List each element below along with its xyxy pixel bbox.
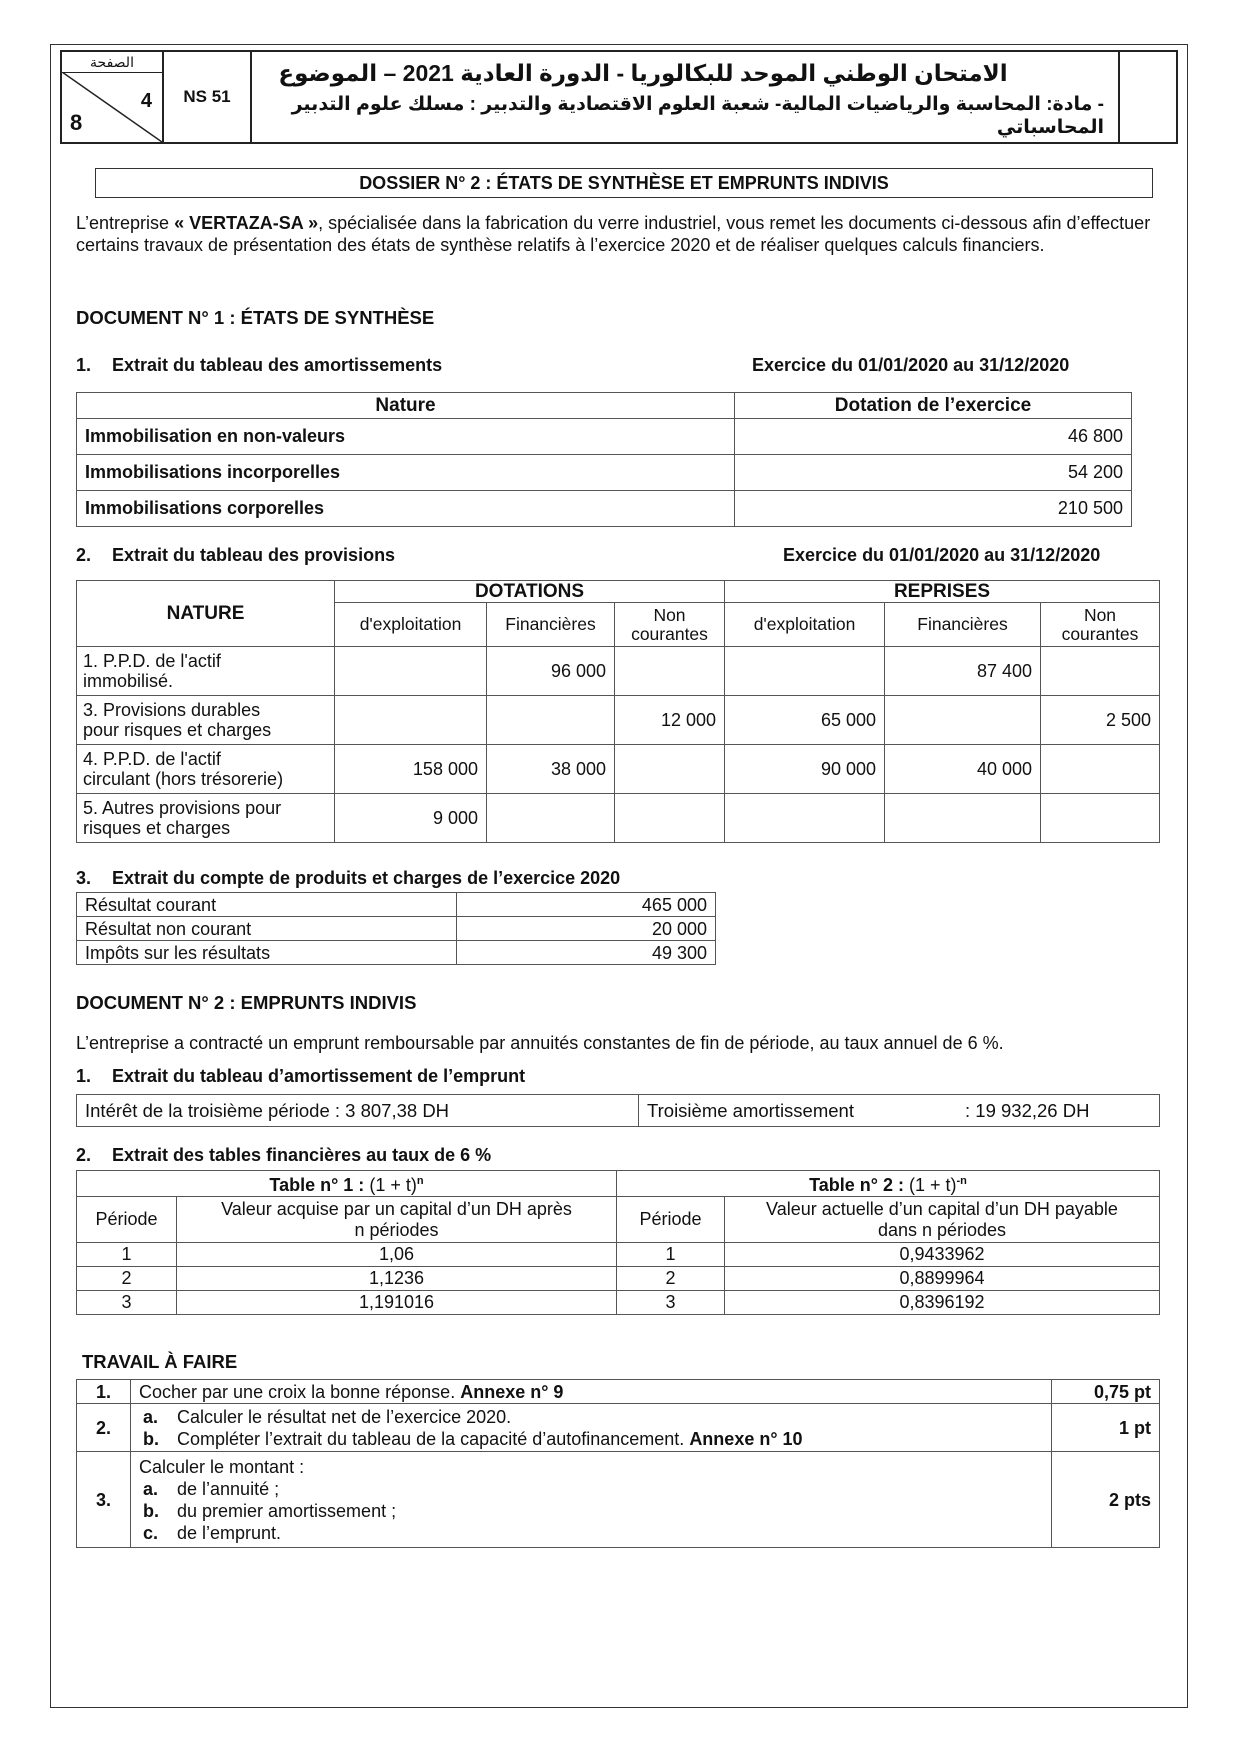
prov-label xyxy=(77,745,335,794)
courantes-label: courantes xyxy=(631,623,708,644)
prov-table xyxy=(76,580,1160,843)
doc1-title: DOCUMENT N° 1 : ÉTATS DE SYNTHÈSE xyxy=(76,307,435,328)
q2-points: 1 pt xyxy=(1052,1404,1160,1452)
cell: 158 000 xyxy=(335,745,487,794)
table-row xyxy=(77,1404,1160,1452)
cell: 1,191016 xyxy=(177,1291,617,1315)
cell: 0,8899964 xyxy=(725,1267,1160,1291)
cell: 65 000 xyxy=(725,696,885,745)
prov-label-line1: 3. Provisions durables xyxy=(83,700,261,720)
q3-points: 2 pts xyxy=(1052,1452,1160,1548)
cpc-title: Extrait du compte de produits et charges de l’exercice 2020 xyxy=(112,868,621,888)
cell xyxy=(335,696,487,745)
cpc-value: 49 300 xyxy=(457,941,716,965)
emp-table xyxy=(76,1094,1160,1127)
q1-text xyxy=(131,1380,1052,1404)
q1-label: Cocher par une croix la bonne réponse. xyxy=(139,1381,461,1402)
prov-col-reprises: REPRISES xyxy=(725,581,1160,603)
table-row xyxy=(77,1095,1160,1127)
cell: 1 xyxy=(617,1243,725,1267)
amort-label: Immobilisation en non-valeurs xyxy=(77,419,735,455)
prov-sub-non-courantes xyxy=(615,603,725,647)
cell: 38 000 xyxy=(487,745,615,794)
doc2-intro: L’entreprise a contracté un emprunt remboursable par annuités constantes de fin de période, au taux annuel de 6 %. xyxy=(76,1033,1004,1053)
cell: 96 000 xyxy=(487,647,615,696)
prov-label-line2: circulant (hors trésorerie) xyxy=(83,769,284,789)
q3-b-letter: b. xyxy=(143,1500,159,1521)
amort-title: Extrait du tableau des amortissements xyxy=(112,355,443,375)
cell xyxy=(1041,794,1160,843)
q3-a-letter: a. xyxy=(143,1478,159,1499)
non-label: Non xyxy=(653,604,686,625)
cpc-label: Résultat non courant xyxy=(77,917,457,941)
table-row xyxy=(77,794,1160,843)
q3-a-text: de l’annuité ; xyxy=(177,1478,280,1499)
cell xyxy=(885,794,1041,843)
cell xyxy=(1041,745,1160,794)
prov-label-line2: immobilisé. xyxy=(83,671,174,691)
table2-exponent: -n xyxy=(956,1175,967,1187)
emp-title: Extrait du tableau d’amortissement de l’emprunt xyxy=(112,1066,526,1086)
prov-title: Extrait du tableau des provisions xyxy=(112,545,396,565)
intro-paragraph xyxy=(76,212,1166,256)
prov-label-line1: 1. P.P.D. de l'actif xyxy=(83,651,221,671)
cell xyxy=(725,647,885,696)
cpc-label: Impôts sur les résultats xyxy=(77,941,457,965)
table1-col-periode: Période xyxy=(77,1197,177,1243)
intro-after: , spécialisée dans la fabrication du verre industriel, vous remet les documents ci-dessous afin d’effectuer certains travaux de présentation des états de synthèse relatifs à l’exercice 2020 et de réaliser quelques calculs financiers. xyxy=(76,213,1151,255)
table-row xyxy=(77,1452,1160,1548)
cell: 0,8396192 xyxy=(725,1291,1160,1315)
q1-points: 0,75 pt xyxy=(1052,1380,1160,1404)
exam-title xyxy=(252,52,1120,142)
table-row xyxy=(77,1291,1160,1315)
q2-b-annex: Annexe n° 10 xyxy=(689,1428,803,1449)
q3-c-letter: c. xyxy=(143,1522,159,1543)
prov-label-line1: 5. Autres provisions pour xyxy=(83,798,282,818)
courantes-label: courantes xyxy=(1061,623,1139,644)
table2-desc-line2: dans n périodes xyxy=(877,1219,1007,1240)
q2-text xyxy=(131,1404,1052,1452)
q3-num: 3. xyxy=(77,1452,131,1548)
fin-heading xyxy=(76,1145,491,1166)
q2-num: 2. xyxy=(77,1404,131,1452)
prov-label xyxy=(77,647,335,696)
table-row xyxy=(77,696,1160,745)
q2-a-text: Calculer le résultat net de l’exercice 2020. xyxy=(177,1406,512,1427)
amort-heading xyxy=(76,355,442,376)
amort-exercise: Exercice du 01/01/2020 au 31/12/2020 xyxy=(752,355,1070,375)
fin-title: Extrait des tables financières au taux de 6 % xyxy=(112,1145,492,1165)
fin-num: 2. xyxy=(76,1145,92,1165)
table1-col-desc xyxy=(177,1197,617,1243)
cell: 2 500 xyxy=(1041,696,1160,745)
non-label: Non xyxy=(1083,604,1117,625)
cpc-num: 3. xyxy=(76,868,92,888)
cell: 3 xyxy=(77,1291,177,1315)
table1-label: Table n° 1 : xyxy=(269,1175,365,1195)
table1-title xyxy=(77,1171,617,1197)
emp-num: 1. xyxy=(76,1066,92,1086)
table-row xyxy=(77,419,1132,455)
prov-sub-exploitation: d'exploitation xyxy=(335,603,487,647)
amort-num: 1. xyxy=(76,355,92,375)
table-row xyxy=(77,917,716,941)
fin-tables xyxy=(76,1170,1160,1315)
table-row xyxy=(77,1380,1160,1404)
table1-desc-line1: Valeur acquise par un capital d’un DH après xyxy=(221,1198,572,1219)
table2-title xyxy=(617,1171,1160,1197)
amort-table xyxy=(76,392,1132,527)
prov-sub-exploitation: d'exploitation xyxy=(725,603,885,647)
exam-title-line2: - مادة: المحاسبة والرياضيات المالية- شعبة العلوم الاقتصادية والتدبير : مسلك علوم التدبير المحاسباتي xyxy=(291,94,1104,138)
q3-c-text: de l’emprunt. xyxy=(177,1522,282,1543)
prov-label-line1: 4. P.P.D. de l'actif xyxy=(83,749,221,769)
exam-header xyxy=(60,50,1178,144)
emp-third-amort xyxy=(639,1095,1160,1127)
q3-b-text: du premier amortissement ; xyxy=(177,1500,397,1521)
travail-table xyxy=(76,1379,1160,1548)
table2-col-periode: Période xyxy=(617,1197,725,1243)
cell xyxy=(615,647,725,696)
table-row xyxy=(77,893,716,917)
table2-col-desc xyxy=(725,1197,1160,1243)
amort-label: Immobilisations incorporelles xyxy=(77,455,735,491)
emp-heading xyxy=(76,1066,525,1087)
table2-label: Table n° 2 : xyxy=(809,1175,904,1195)
cell: 1,06 xyxy=(177,1243,617,1267)
amort-value: 46 800 xyxy=(735,419,1132,455)
table1-exponent: n xyxy=(416,1175,424,1187)
intro-before: L’entreprise xyxy=(76,213,175,233)
cell: 9 000 xyxy=(335,794,487,843)
amort-value: 54 200 xyxy=(735,455,1132,491)
page-label: الصفحة xyxy=(62,52,162,73)
amort-col-dotation: Dotation de l’exercice xyxy=(735,393,1132,419)
emp-third-label: Troisième amortissement xyxy=(647,1099,854,1121)
q1-num: 1. xyxy=(77,1380,131,1404)
cpc-heading xyxy=(76,868,620,889)
prov-sub-non-courantes xyxy=(1041,603,1160,647)
prov-heading xyxy=(76,545,395,566)
page-current: 4 xyxy=(140,90,152,112)
cell: 87 400 xyxy=(885,647,1041,696)
cell xyxy=(885,696,1041,745)
cell xyxy=(615,745,725,794)
table-row xyxy=(77,1267,1160,1291)
prov-num: 2. xyxy=(76,545,92,565)
prov-label-line2: pour risques et charges xyxy=(83,720,272,740)
cell: 0,9433962 xyxy=(725,1243,1160,1267)
table2-formula: (1 + t) xyxy=(909,1175,957,1195)
cell: 40 000 xyxy=(885,745,1041,794)
table1-formula: (1 + t) xyxy=(369,1175,417,1195)
cell: 12 000 xyxy=(615,696,725,745)
amort-label: Immobilisations corporelles xyxy=(77,491,735,527)
cell xyxy=(725,794,885,843)
q3-text xyxy=(131,1452,1052,1548)
dossier-title: DOSSIER N° 2 : ÉTATS DE SYNTHÈSE ET EMPRUNTS INDIVIS xyxy=(95,168,1153,198)
cpc-value: 465 000 xyxy=(457,893,716,917)
prov-label xyxy=(77,794,335,843)
prov-label xyxy=(77,696,335,745)
cell xyxy=(487,794,615,843)
prov-col-nature: NATURE xyxy=(77,581,335,647)
cpc-value: 20 000 xyxy=(457,917,716,941)
cell xyxy=(1041,647,1160,696)
cpc-label: Résultat courant xyxy=(77,893,457,917)
cell xyxy=(335,647,487,696)
prov-sub-financieres: Financières xyxy=(885,603,1041,647)
q2-b-text: Compléter l’extrait du tableau de la capacité d’autofinancement. xyxy=(177,1428,690,1449)
cell: 3 xyxy=(617,1291,725,1315)
cell: 2 xyxy=(77,1267,177,1291)
doc2-title: DOCUMENT N° 2 : EMPRUNTS INDIVIS xyxy=(76,992,417,1013)
table-row xyxy=(77,1243,1160,1267)
table-row xyxy=(77,491,1132,527)
exam-title-line1: الامتحان الوطني الموحد للبكالوريا - الدورة العادية 2021 – الموضوع xyxy=(278,60,1008,86)
table1-desc-line2: n périodes xyxy=(354,1219,439,1240)
table-row xyxy=(77,455,1132,491)
q1-annex: Annexe n° 9 xyxy=(460,1381,564,1402)
prov-label-line2: risques et charges xyxy=(83,818,231,838)
prov-sub-financieres: Financières xyxy=(487,603,615,647)
exam-code: NS 51 xyxy=(164,52,252,142)
header-blank-cell xyxy=(1120,52,1176,142)
cell: 90 000 xyxy=(725,745,885,794)
cell: 1 xyxy=(77,1243,177,1267)
table-row xyxy=(77,941,716,965)
cell xyxy=(487,696,615,745)
q2-a-letter: a. xyxy=(143,1406,159,1427)
page-number-box xyxy=(62,52,164,142)
travail-title: TRAVAIL À FAIRE xyxy=(82,1351,238,1372)
table-row xyxy=(77,745,1160,794)
cpc-table xyxy=(76,892,716,965)
emp-interest: Intérêt de la troisième période : 3 807,38 DH xyxy=(77,1095,639,1127)
intro-company: « VERTAZA-SA » xyxy=(174,213,319,233)
cell: 1,1236 xyxy=(177,1267,617,1291)
amort-value: 210 500 xyxy=(735,491,1132,527)
q3-intro: Calculer le montant : xyxy=(139,1456,305,1477)
q2-b-letter: b. xyxy=(143,1428,159,1449)
amort-col-nature: Nature xyxy=(77,393,735,419)
cell: 2 xyxy=(617,1267,725,1291)
table-row xyxy=(77,647,1160,696)
cell xyxy=(615,794,725,843)
emp-third-value: : 19 932,26 DH xyxy=(965,1099,1090,1121)
page-total: 8 xyxy=(70,110,83,135)
prov-exercise: Exercice du 01/01/2020 au 31/12/2020 xyxy=(783,545,1101,565)
prov-col-dotations: DOTATIONS xyxy=(335,581,725,603)
table2-desc-line1: Valeur actuelle d’un capital d’un DH payable xyxy=(766,1198,1118,1219)
